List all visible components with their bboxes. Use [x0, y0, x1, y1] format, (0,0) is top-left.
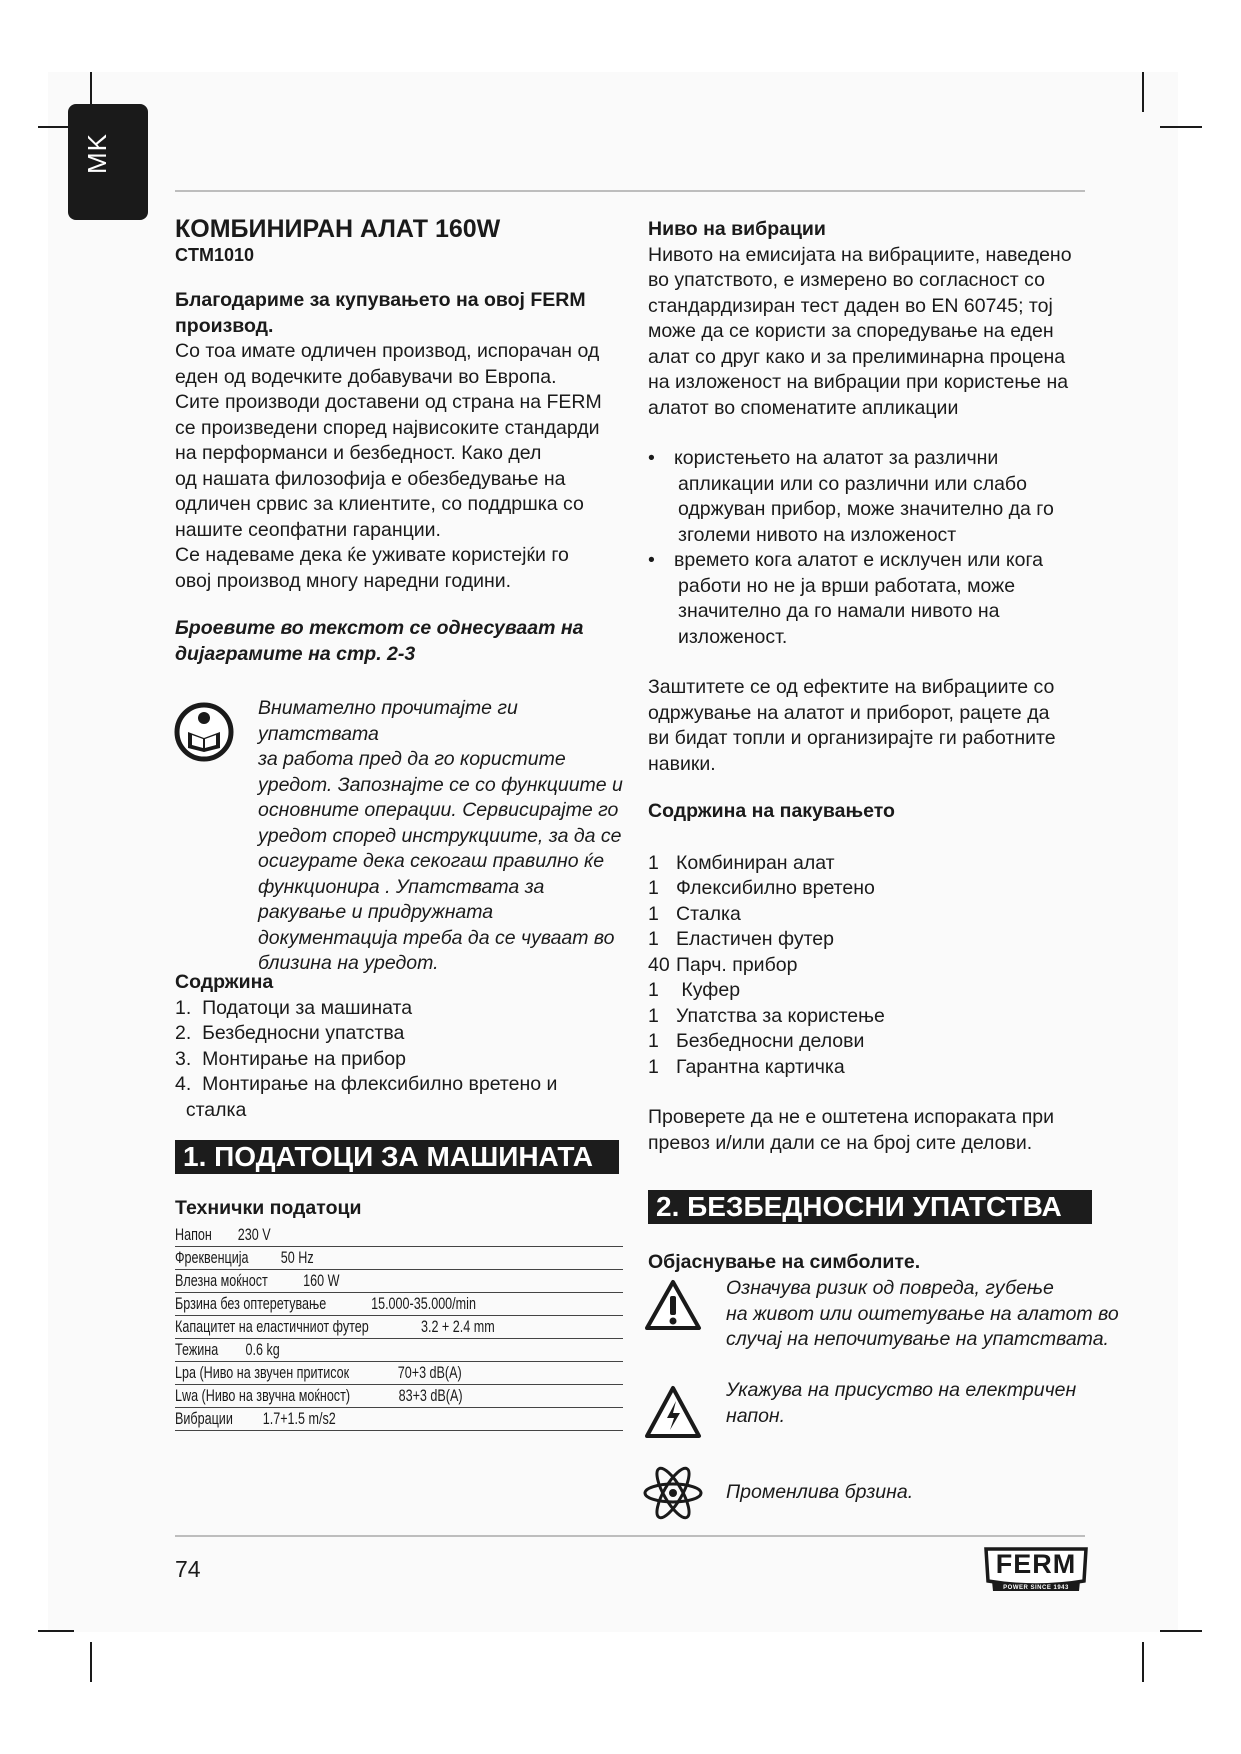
intro-line: Се надеваме дека ќе уживате користејќи го	[175, 544, 569, 566]
protect-line: навики.	[648, 752, 716, 775]
spec-label: Тежина	[175, 1339, 219, 1359]
vibration-line: во упатството, е измерено во согласност со	[648, 269, 1045, 291]
warning-line: уредот според инструкциите, за да се	[258, 824, 622, 847]
crop-mark	[90, 1642, 92, 1682]
tech-heading: Технички податоци	[175, 1197, 362, 1219]
bullet-item	[648, 548, 1098, 650]
model-number: CTM1010	[175, 245, 255, 265]
protect-line: одржување на алатот и приборот, рацете да	[648, 701, 1050, 724]
symbol-1-line: Означува ризик од повреда, губење	[726, 1277, 1054, 1299]
check-line: превоз и/или дали се на број сите делови.	[648, 1131, 1033, 1154]
spec-label: Влезна моќност	[175, 1270, 268, 1290]
warning-line: осигурате дека секогаш правилно ќе	[258, 850, 605, 872]
warning-line: близина на уредот.	[258, 952, 439, 974]
contents-list	[175, 970, 625, 1123]
vibration-line: може да се користи за споредување на еден	[648, 320, 1054, 342]
intro-line: одличен срвис за клиентите, со поддршка со	[175, 493, 584, 515]
package-item: 1 Комбиниран алат	[648, 851, 835, 874]
vibration-heading: Ниво на вибрации	[648, 218, 826, 240]
bullet-line: времето кога алатот е исклучен или кога	[674, 549, 1043, 571]
crop-mark	[38, 1630, 74, 1632]
spec-row	[175, 1362, 623, 1385]
bullet-line: апликации или со различни или слабо	[678, 472, 1027, 495]
spec-row	[175, 1385, 623, 1408]
package-item: 1 Флексибилно вретено	[648, 877, 875, 899]
contents-item: 3. Монтирање на прибор	[175, 1047, 406, 1070]
spec-label: Lpa (Ниво на звучен притисок	[175, 1362, 350, 1382]
spec-label: Lwa (Ниво на звучна моќност)	[175, 1385, 351, 1405]
vibration-line: на изложеност на вибрации при користење на	[648, 371, 1069, 393]
package-item: 1 Еластичен футер	[648, 928, 834, 950]
spec-value: 70+3 dB(A)	[397, 1362, 462, 1382]
read-manual-icon	[174, 702, 234, 762]
package-heading: Содржина на пакувањето	[648, 800, 895, 822]
package-list	[648, 851, 1098, 1081]
crop-mark	[1142, 1642, 1144, 1682]
crop-mark	[1160, 1630, 1202, 1632]
warning-line: уредот. Запознајте се со функциите и	[258, 773, 623, 796]
intro-line: од нашата филозофија е обезбедување на	[175, 467, 566, 490]
top-rule	[175, 190, 1085, 192]
contents-heading: Содржина	[175, 971, 274, 993]
package-item: 1 Упатства за користење	[648, 1004, 885, 1027]
symbol-1-line: случај на непочитување на упатствата.	[726, 1328, 1109, 1350]
symbol-2-text	[726, 1378, 1126, 1429]
vibration-line: Нивото на емисијата на вибрациите, наведено	[648, 243, 1072, 266]
tech-data	[175, 1196, 625, 1432]
intro-line: еден од водечките добавувачи во Европа.	[175, 365, 557, 388]
spec-value: 0.6 kg	[245, 1339, 280, 1359]
section-2-heading: 2. БЕЗБЕДНОСНИ УПАТСТВА	[648, 1190, 1092, 1224]
spec-row	[175, 1270, 623, 1293]
spec-row	[175, 1339, 623, 1362]
thanks-heading-1: Благодариме за купувањето на овој FERM	[175, 289, 586, 311]
bullet-line: зголеми нивото на изложеност	[678, 523, 957, 546]
symbols-heading: Објаснување на симболите.	[648, 1251, 921, 1273]
product-title: КОМБИНИРАН АЛАТ 160W	[175, 215, 501, 243]
bullet-line: користењето на алатот за различни	[674, 447, 999, 469]
package-item: 1 Безбедносни делови	[648, 1030, 865, 1052]
section-1-heading: 1. ПОДАТОЦИ ЗА МАШИНАТА	[175, 1140, 619, 1174]
intro-line: на перформанси и безбедност. Како дел	[175, 442, 542, 464]
warning-triangle-icon	[644, 1278, 702, 1332]
left-column	[175, 214, 625, 667]
spec-row	[175, 1224, 623, 1247]
warning-line: за работа пред да го користите	[258, 748, 566, 770]
protect-line: Заштитете се од ефектите на вибрациите со	[648, 676, 1055, 698]
intro-line: се произведени според највисоките стандарди	[175, 416, 600, 439]
intro-line: Со тоа имате одличен производ, испорачан од	[175, 340, 600, 362]
crop-mark	[1160, 126, 1202, 128]
check-line: Проверете да не е оштетена испораката при	[648, 1106, 1055, 1128]
symbol-3-text: Променлива брзина.	[726, 1481, 914, 1503]
spec-label: Напон	[175, 1224, 212, 1244]
package-item: 40 Парч. прибор	[648, 953, 798, 976]
spec-row	[175, 1293, 623, 1316]
spec-value: 230 V	[238, 1224, 271, 1244]
package-item: 1 Гарантна картичка	[648, 1055, 845, 1078]
spec-row	[175, 1247, 623, 1270]
language-code: MK	[82, 133, 112, 174]
vibration-line: алат со друг како и за прелиминарна процена	[648, 345, 1066, 368]
spec-label: Вибрации	[175, 1408, 233, 1428]
ferm-logo-text: FERM	[995, 1549, 1077, 1579]
numbers-note-line: дијаграмите на стр. 2-3	[175, 642, 416, 665]
contents-item: 1. Податоци за машината	[175, 996, 413, 1019]
language-tab	[68, 104, 148, 220]
package-item: 1 Сталка	[648, 902, 741, 925]
bullet-line: одржуван прибор, може значително да го	[678, 498, 1054, 520]
symbol-1-text	[726, 1276, 1126, 1353]
symbol-2-line: Укажува на присуство на електричен	[726, 1379, 1077, 1401]
numbers-note-line: Броевите во текстот се однесуваат на	[175, 617, 584, 639]
spec-value: 160 W	[303, 1270, 340, 1290]
spec-value: 3.2 + 2.4 mm	[420, 1316, 495, 1336]
spec-value: 83+3 dB(A)	[398, 1385, 463, 1405]
spec-value: 1.7+1.5 m/s2	[262, 1408, 336, 1428]
symbol-1-line: на живот или оштетување на алатот во	[726, 1302, 1119, 1325]
protect-line: ви бидат топли и организирајте ги работните	[648, 727, 1056, 749]
spec-row	[175, 1316, 623, 1339]
intro-line: овој производ многу наредни години.	[175, 569, 512, 592]
warning-line: Внимателно прочитајте ги упатствата	[258, 697, 518, 745]
spec-value: 15.000-35.000/min	[371, 1293, 477, 1313]
bullet-dot: •	[648, 549, 655, 571]
warning-text	[258, 696, 628, 977]
page-number: 74	[175, 1556, 201, 1582]
symbol-2-line: напон.	[726, 1404, 786, 1427]
right-column	[648, 217, 1098, 1156]
bullet-line: работи но не ја врши работата, може	[678, 574, 1016, 597]
spec-label: Фреквенција	[175, 1247, 249, 1267]
bullet-dot: •	[648, 447, 655, 469]
bottom-rule	[175, 1535, 1085, 1537]
contents-item: 2. Безбедносни упатства	[175, 1022, 405, 1044]
vibration-line: алатот во споменатите апликации	[648, 396, 959, 419]
warning-line: документација треба да се чуваат во	[258, 926, 615, 949]
warning-line: основните операции. Сервисирајте го	[258, 799, 619, 821]
electric-voltage-icon	[644, 1384, 702, 1440]
bullet-line: изложеност.	[678, 625, 788, 648]
bullet-line: значително да го намали нивото на	[678, 600, 1000, 622]
spec-label: Брзина без оптеретување	[175, 1293, 327, 1313]
contents-item: 4. Монтирање на флексибилно вретено и	[175, 1073, 558, 1095]
intro-line: Сите производи доставени од страна на FERM	[175, 391, 602, 413]
crop-mark	[1142, 72, 1144, 112]
intro-line: нашите сеопфатни гаранции.	[175, 518, 441, 541]
package-item: 1 Куфер	[648, 979, 741, 1001]
spec-label: Капацитет на еластичниот футер	[175, 1316, 369, 1336]
intro-paragraph	[175, 339, 625, 594]
bullet-item	[648, 446, 1098, 548]
spec-row	[175, 1408, 623, 1431]
spec-value: 50 Hz	[280, 1247, 314, 1267]
warning-line: функционира . Упатствата за	[258, 875, 545, 898]
warning-line: ракување и придружната	[258, 901, 494, 923]
contents-item: сталка	[175, 1098, 247, 1121]
thanks-heading-2: производ.	[175, 314, 274, 337]
vibration-line: стандардизиран тест даден во EN 60745; тој	[648, 294, 1053, 317]
ferm-logo-subtext: POWER SINCE 1943	[1003, 1585, 1069, 1591]
variable-speed-icon	[642, 1465, 704, 1521]
